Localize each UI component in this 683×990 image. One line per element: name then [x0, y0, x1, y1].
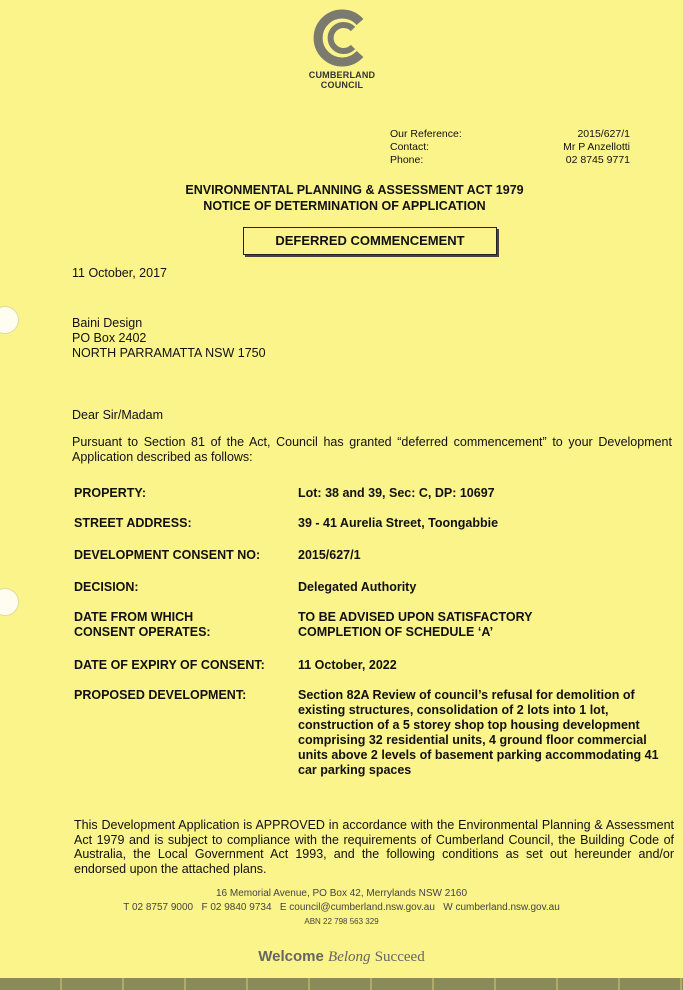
tagline-belong: Belong [328, 949, 371, 965]
tagline-succeed: Succeed [374, 949, 425, 965]
punch-hole [0, 306, 19, 334]
heading-line-2: NOTICE OF DETERMINATION OF APPLICATION [203, 199, 486, 213]
detail-label: DATE FROM WHICH CONSENT OPERATES: [74, 610, 211, 639]
footer-address: 16 Memorial Avenue, PO Box 42, Merrylands NSW 2160 [215, 888, 468, 899]
bottom-stripe [0, 978, 683, 990]
reference-label: Our Reference: [390, 128, 462, 140]
footer-contacts: T 02 8757 9000 F 02 9840 9734 E council@cumberland.nsw.gov.au W cumberland.nsw.gov.au [123, 902, 560, 913]
reference-values [563, 128, 630, 167]
reference-labels [390, 128, 462, 167]
detail-value: Lot: 38 and 39, Sec: C, DP: 10697 [298, 486, 495, 500]
detail-label: PROPERTY: [74, 486, 146, 500]
punch-hole [0, 588, 19, 616]
approval-paragraph: This Development Application is APPROVED in accordance with the Environmental Planning & Assessment Act 1979 and is subject to compliance with the requirements of Cumberland Council, the Building Code of Australia, the Local Government Act 1993, and the following conditions as set out hereunder and/or endorsed upon the attached plans. [74, 818, 674, 876]
salutation: Dear Sir/Madam [72, 408, 163, 422]
detail-label: PROPOSED DEVELOPMENT: [74, 688, 247, 702]
detail-label: DATE OF EXPIRY OF CONSENT: [74, 658, 265, 672]
detail-value: TO BE ADVISED UPON SATISFACTORY COMPLETION OF SCHEDULE ‘A’ [298, 610, 533, 639]
logo-line-1: CUMBERLAND [308, 70, 376, 80]
phone-label: Phone: [390, 154, 424, 166]
detail-value: 2015/627/1 [298, 548, 361, 562]
heading-line-1: ENVIRONMENTAL PLANNING & ASSESSMENT ACT 1979 [185, 183, 524, 197]
detail-value: Delegated Authority [298, 580, 417, 594]
detail-value: Section 82A Review of council’s refusal for demolition of existing structures, consolidation of 2 lots into 1 lot, construction of a 5 storey shop top housing development comprising 32 residential units, 4 ground floor commercial units above 2 levels of basement parking accommodating 41 car parking spaces [298, 688, 659, 777]
logo-line-2: COUNCIL [320, 80, 364, 90]
detail-label: DEVELOPMENT CONSENT NO: [74, 548, 261, 562]
phone-value: 02 8745 9771 [565, 154, 630, 166]
intro-paragraph: Pursuant to Section 81 of the Act, Council has granted “deferred commencement” to your Development Application described as follows: [72, 435, 672, 464]
deferred-commencement-box [243, 227, 497, 255]
letter-date: 11 October, 2017 [72, 266, 167, 280]
council-logo [304, 8, 380, 90]
reference-value: 2015/627/1 [577, 128, 630, 140]
recipient-address [72, 316, 266, 361]
address-line: NORTH PARRAMATTA NSW 1750 [72, 346, 266, 360]
notice-heading [0, 182, 683, 214]
cumberland-c-icon [312, 8, 372, 68]
deferred-commencement-title: DEFERRED COMMENCEMENT [275, 233, 465, 248]
contact-value: Mr P Anzellotti [563, 141, 630, 153]
detail-value: 39 - 41 Aurelia Street, Toongabbie [298, 516, 499, 530]
tagline-welcome: Welcome [258, 948, 324, 965]
contact-label: Contact: [390, 141, 430, 153]
logo-text [304, 70, 380, 90]
address-line: PO Box 2402 [72, 331, 147, 345]
footer-abn: ABN 22 798 563 329 [304, 917, 379, 926]
detail-value: 11 October, 2022 [298, 658, 397, 672]
address-line: Baini Design [72, 316, 143, 330]
detail-label: DECISION: [74, 580, 139, 594]
tagline [0, 948, 683, 966]
detail-label: STREET ADDRESS: [74, 516, 192, 530]
